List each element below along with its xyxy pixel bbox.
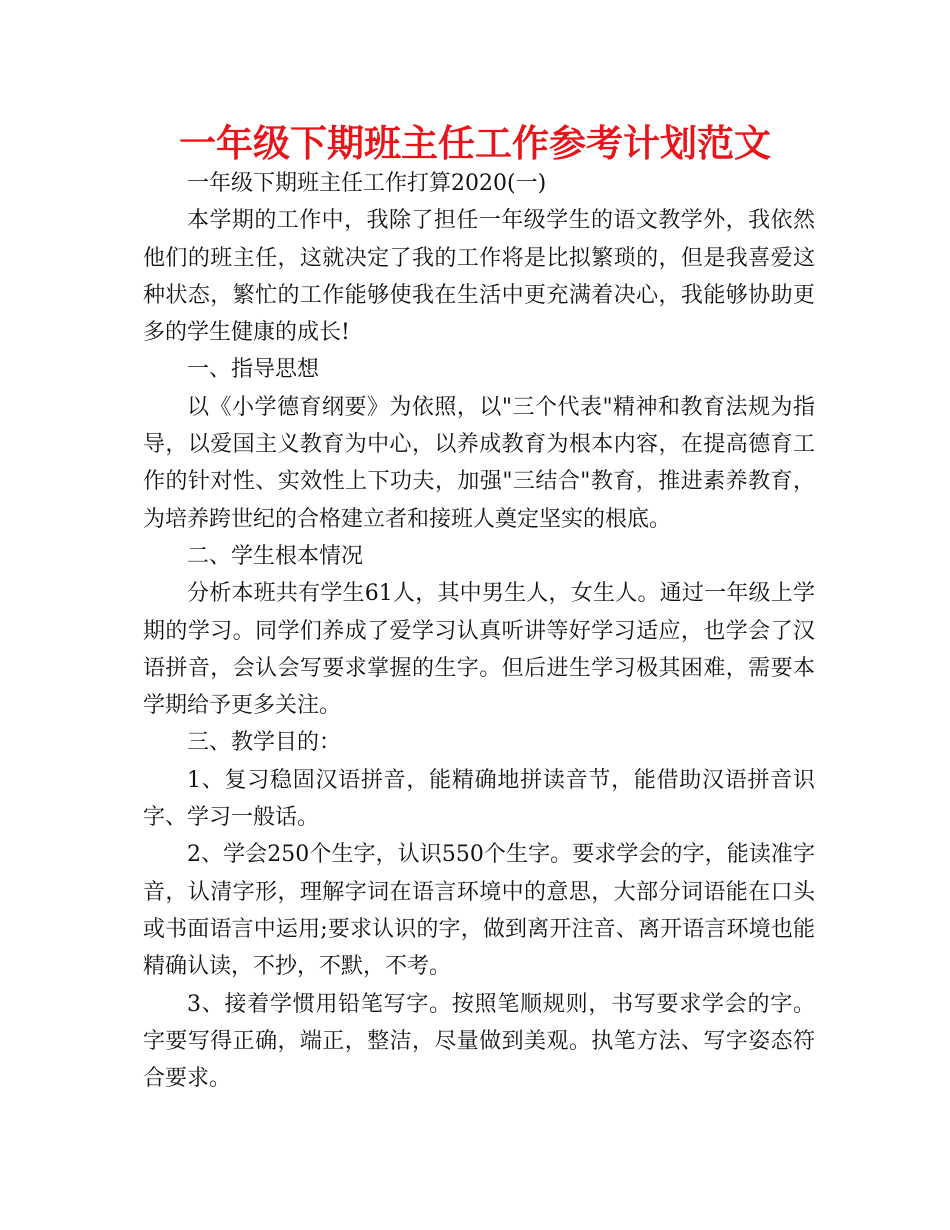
paragraph-intro: 本学期的工作中，我除了担任一年级学生的语文教学外，我依然他们的班主任，这就决定了我的工作将是比拟繁琐的，但是我喜爱这种状态，繁忙的工作能够使我在生活中更充满着决心，我能够协助更多的学生健康的成长!: [143, 208, 815, 346]
section-heading-student-situation: 二、学生根本情况: [187, 543, 364, 569]
paragraph-subtitle: 一年级下期班主任工作打算2020(一): [187, 171, 547, 196]
paragraph-goal-1: 1、复习稳固汉语拼音，能精确地拼读音节，能借助汉语拼音识字、学习一般话。: [143, 767, 815, 831]
paragraph-goal-2: 2、学会250个生字，认识550个生字。要求学会的字，能读准字音，认清字形，理解字词在语言环境中的意思，大部分词语能在口头或书面语言中运用;要求认识的字，做到离开注音、离开语言环境也能精确认读，不抄，不默，不考。: [143, 842, 815, 980]
section-heading-teaching-goals: 三、教学目的：: [187, 730, 342, 756]
paragraph-goal-3: 3、接着学惯用铅笔写字。按照笔顺规则，书写要求学会的字。字要写得正确，端正，整洁，尽量做到美观。执笔方法、写字姿态符合要求。: [143, 991, 815, 1092]
paragraph-student-situation: 分析本班共有学生61人，其中男生人，女生人。通过一年级上学期的学习。同学们养成了爱学习认真听讲等好学习适应，也学会了汉语拼音，会认会写要求掌握的生字。但后进生学习极其困难，需要本学期给予更多关注。: [143, 581, 815, 719]
section-heading-guiding-thought: 一、指导思想: [187, 357, 320, 383]
paragraph-guiding-thought: 以《小学德育纲要》为依照，以"三个代表"精神和教育法规为指导，以爱国主义教育为中心，以养成教育为根本内容，在提高德育工作的针对性、实效性上下功夫，加强"三结合"教育，推进素养教育，为培养跨世纪的合格建立者和接班人奠定坚实的根底。: [143, 394, 815, 532]
document-body: [143, 165, 815, 1097]
document-title: 一年级下期班主任工作参考计划范文: [179, 122, 771, 165]
